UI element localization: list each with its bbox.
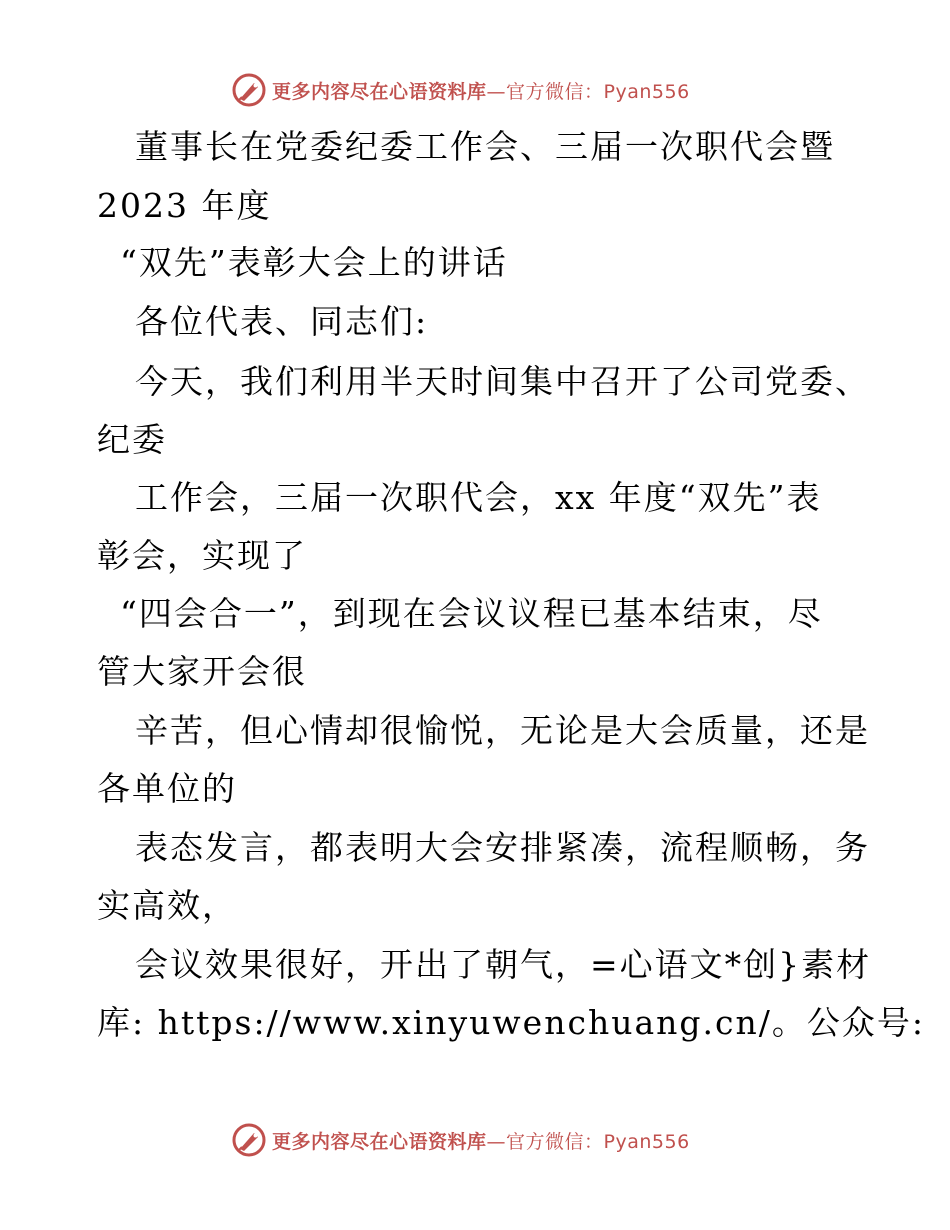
paragraph-line: 实高效， — [97, 886, 237, 925]
title-line-3: “双先”表彰大会上的讲话 — [120, 243, 508, 282]
paragraph-line: 会议效果很好，开出了朝气，=心语文*创}素材 — [135, 945, 872, 984]
paragraph-line: 各单位的 — [97, 769, 237, 808]
paragraph-line: 纪委 — [97, 420, 167, 459]
paragraph-line: “四会合一”，到现在会议议程已基本结束，尽 — [120, 594, 823, 633]
paragraph-line-with-url: 库: https://www.xinyuwenchuang.cn/。公众号: — [97, 1003, 925, 1042]
title-line-2: 2023 年度 — [97, 186, 272, 225]
pen-nib-logo-icon — [232, 73, 266, 107]
paragraph-line: 今天，我们利用半天时间集中召开了公司党委、 — [135, 362, 870, 401]
header-banner-text — [272, 77, 690, 104]
paragraph-line: 辛苦，但心情却很愉悦，无论是大会质量，还是 — [135, 711, 870, 750]
title-line-1: 董事长在党委纪委工作会、三届一次职代会暨 — [135, 127, 835, 166]
paragraph-line: 彰会，实现了 — [97, 536, 307, 575]
pen-nib-logo-icon — [232, 1123, 266, 1157]
footer-main-text: 更多内容尽在心语资料库 — [272, 1130, 487, 1153]
salutation: 各位代表、同志们: — [135, 302, 429, 341]
paragraph-line: 表态发言，都表明大会安排紧凑，流程顺畅，务 — [135, 828, 870, 867]
header-main-text: 更多内容尽在心语资料库 — [272, 80, 487, 103]
footer-wechat-text: —官方微信：Pyan556 — [486, 1130, 690, 1153]
footer-banner-text — [272, 1127, 690, 1154]
paragraph-line: 工作会，三届一次职代会，xx 年度“双先”表 — [135, 478, 822, 517]
header-wechat-text: —官方微信：Pyan556 — [486, 80, 690, 103]
header-banner — [232, 70, 732, 110]
paragraph-line: 管大家开会很 — [97, 652, 307, 691]
footer-banner — [232, 1120, 732, 1160]
